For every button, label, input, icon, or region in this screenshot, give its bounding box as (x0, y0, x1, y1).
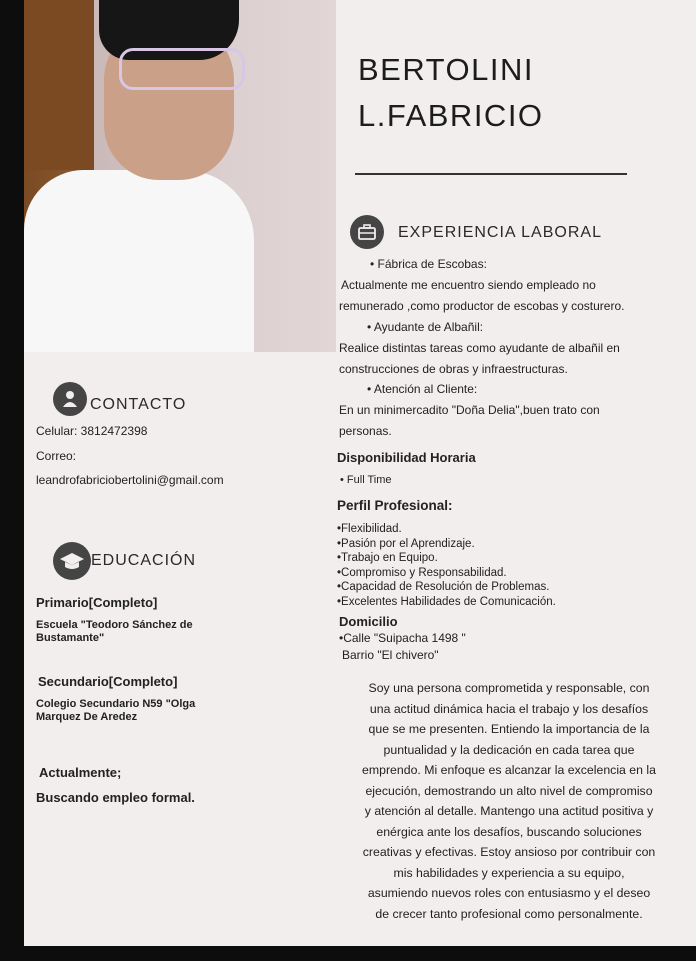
primary-title: Primario[Completo] (36, 595, 158, 610)
photo-glasses (119, 48, 245, 90)
primary-school-line-2: Bustamante" (36, 632, 105, 644)
profile-item: •Pasión por el Aprendizaje. (337, 537, 475, 550)
address-line-2: Barrio "El chivero" (342, 648, 439, 662)
summary-line: enérgica ante los desafíos, buscando soluciones (376, 824, 642, 839)
summary-line: asumiendo nuevos roles con entusiasmo y el deseo (367, 886, 651, 900)
summary-line: mis habilidades y experiencia a su equipo, (393, 865, 625, 880)
name-divider (355, 173, 627, 175)
education-title: EDUCACIÓN (91, 552, 197, 569)
availability-title: Disponibilidad Horaria (337, 450, 476, 465)
job-desc: remunerado ,como productor de escobas y costurero. (339, 299, 625, 313)
summary-line: emprendo. Mi enfoque es alcanzar la excelencia en la (362, 763, 656, 777)
availability-value: • Full Time (340, 474, 392, 486)
profile-item: •Trabajo en Equipo. (337, 552, 438, 564)
contact-title: CONTACTO (90, 396, 187, 413)
profile-item: •Compromiso y Responsabilidad. (337, 566, 507, 579)
secondary-school-line-1: Colegio Secundario N59 "Olga (36, 698, 196, 710)
address-line-1: •Calle "Suipacha 1498 " (339, 631, 466, 645)
summary-paragraph (330, 678, 688, 924)
job-desc: Realice distintas tareas como ayudante de albañil en (339, 341, 620, 355)
briefcase-icon (350, 215, 384, 249)
resume-page (24, 0, 696, 946)
graduation-cap-icon (53, 542, 91, 580)
summary-line: creativas y efectivas. Estoy ansioso por contribuir con (362, 845, 656, 859)
summary-line: puntualidad y la dedicación en cada tarea que (383, 742, 635, 757)
job-title: • Atención al Cliente: (367, 382, 478, 396)
profile-item: •Flexibilidad. (337, 523, 402, 535)
profile-list (337, 522, 556, 609)
secondary-school-line-2: Marquez De Aredez (36, 711, 138, 723)
contact-phone: Celular: 3812472398 (36, 424, 148, 438)
summary-line: Soy una persona comprometida y responsable, con (368, 681, 650, 695)
name-line-1: BERTOLINI (358, 52, 535, 87)
summary-line: y atención al detalle. Mantengo una actitud positiva y (364, 804, 654, 818)
current-label: Actualmente; (39, 765, 122, 780)
summary-line: ejecución, demostrando un alto nivel de compromiso (365, 783, 653, 798)
primary-school-line-1: Escuela "Teodoro Sánchez de (36, 619, 193, 631)
summary-line: que se me presenten. Entiendo la importancia de la (368, 722, 650, 736)
profile-item: •Excelentes Habilidades de Comunicación. (337, 595, 556, 608)
summary-line: una actitud dinámica hacia el trabajo y los desafíos (369, 701, 649, 716)
job-desc: personas. (339, 424, 392, 438)
summary-line: de crecer tanto profesional como personalmente. (375, 906, 643, 921)
contact-email-label: Correo: (36, 449, 77, 463)
current-value: Buscando empleo formal. (36, 790, 195, 805)
profile-photo (24, 0, 336, 352)
photo-door (24, 0, 94, 170)
name-line-2: L.FABRICIO (358, 98, 544, 133)
job-title: • Fábrica de Escobas: (370, 257, 487, 271)
contact-email: leandrofabriciobertolini@gmail.com (36, 473, 224, 487)
job-title: • Ayudante de Albañil: (367, 320, 484, 334)
job-desc: Actualmente me encuentro siendo empleado no (341, 278, 596, 292)
job-desc: En un minimercadito "Doña Delia",buen trato con (339, 403, 600, 417)
photo-shirt (24, 170, 254, 352)
job-desc: construcciones de obras y infraestructuras. (339, 362, 568, 376)
profile-item: •Capacidad de Resolución de Problemas. (337, 581, 550, 593)
profile-title: Perfil Profesional: (337, 498, 453, 513)
person-icon (53, 382, 87, 416)
address-title: Domicilio (339, 614, 398, 629)
secondary-title: Secundario[Completo] (38, 674, 178, 689)
experience-title: EXPERIENCIA LABORAL (398, 224, 602, 241)
